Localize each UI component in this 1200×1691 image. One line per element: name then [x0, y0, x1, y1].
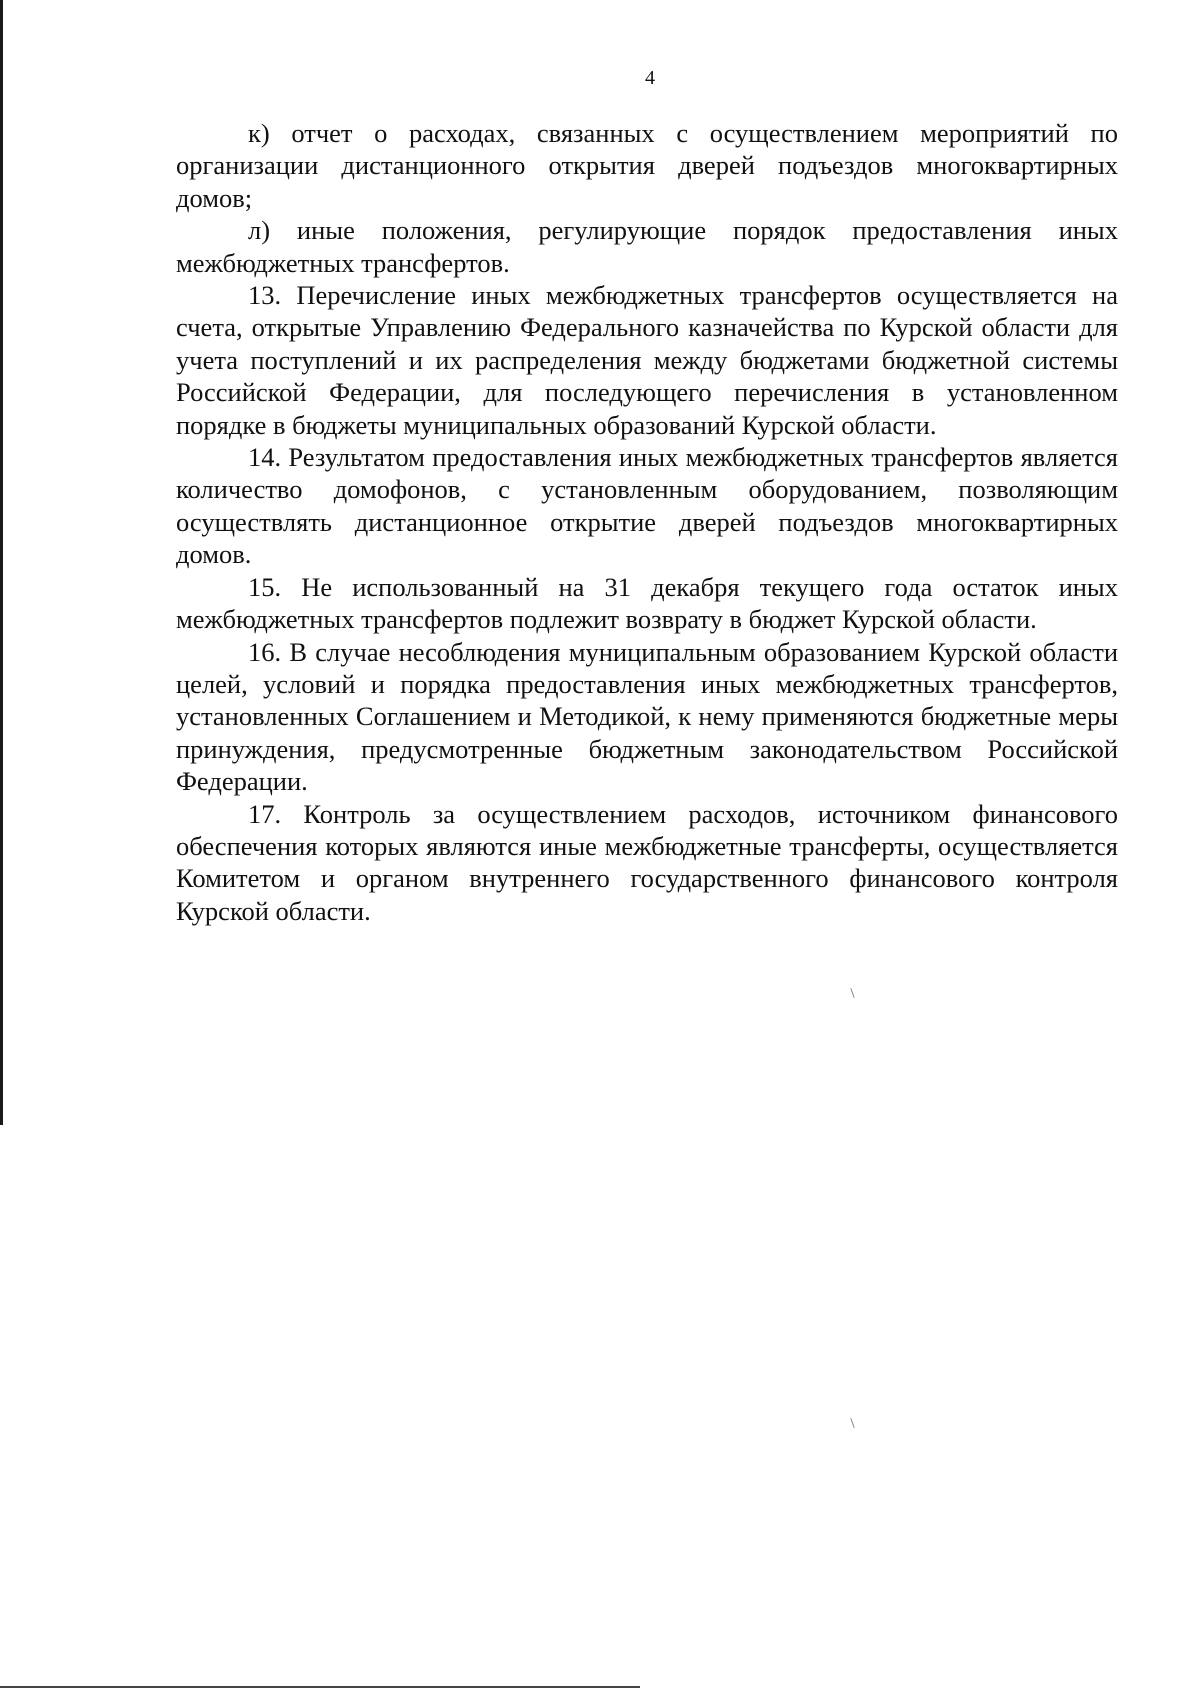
- paragraph-14: 14. Результатом предоставления иных межбюджетных трансфертов является количество домофонов, с установленным оборудованием, позволяющим осуществлять дистанционное открытие дверей подъездов многоквартирных домов.: [176, 442, 1118, 570]
- paragraph-k: к) отчет о расходах, связанных с осуществлением мероприятий по организации дистанционного открытия дверей подъездов многоквартирных домов;: [176, 118, 1118, 213]
- paragraph-16: 16. В случае несоблюдения муниципальным образованием Курской области целей, условий и порядка предоставления иных межбюджетных трансфертов, установленных Соглашением и Методикой, к нему применяются бюджетные меры принуждения, предусмотренные бюджетным законодательством Российской Федерации.: [176, 636, 1118, 797]
- scan-speck: [850, 1418, 854, 1428]
- paragraph-13: 13. Перечисление иных межбюджетных трансфертов осуществляется на счета, открытые Управлению Федерального казначейства по Курской области для учета поступлений и их распределения между бюджетами бюджетной системы Российской Федерации, для последующего перечисления в установленном порядке в бюджеты муниципальных образований Курской области.: [176, 280, 1118, 440]
- paragraph-l: л) иные положения, регулирующие порядок предоставления иных межбюджетных трансфертов.: [176, 215, 1118, 278]
- paragraph-15: 15. Не использованный на 31 декабря текущего года остаток иных межбюджетных трансфертов подлежит возврату в бюджет Курской области.: [176, 571, 1118, 635]
- scan-left-edge: [0, 0, 3, 1125]
- scan-bottom-edge: [0, 1686, 640, 1688]
- document-body: [176, 117, 1118, 927]
- page-number: 4: [645, 67, 655, 89]
- paragraph-17: 17. Контроль за осуществлением расходов, источником финансового обеспечения которых являются иные межбюджетные трансферты, осуществляется Комитетом и органом внутреннего государственного финансового контроля Курской области.: [176, 798, 1118, 926]
- scan-speck: [850, 988, 854, 998]
